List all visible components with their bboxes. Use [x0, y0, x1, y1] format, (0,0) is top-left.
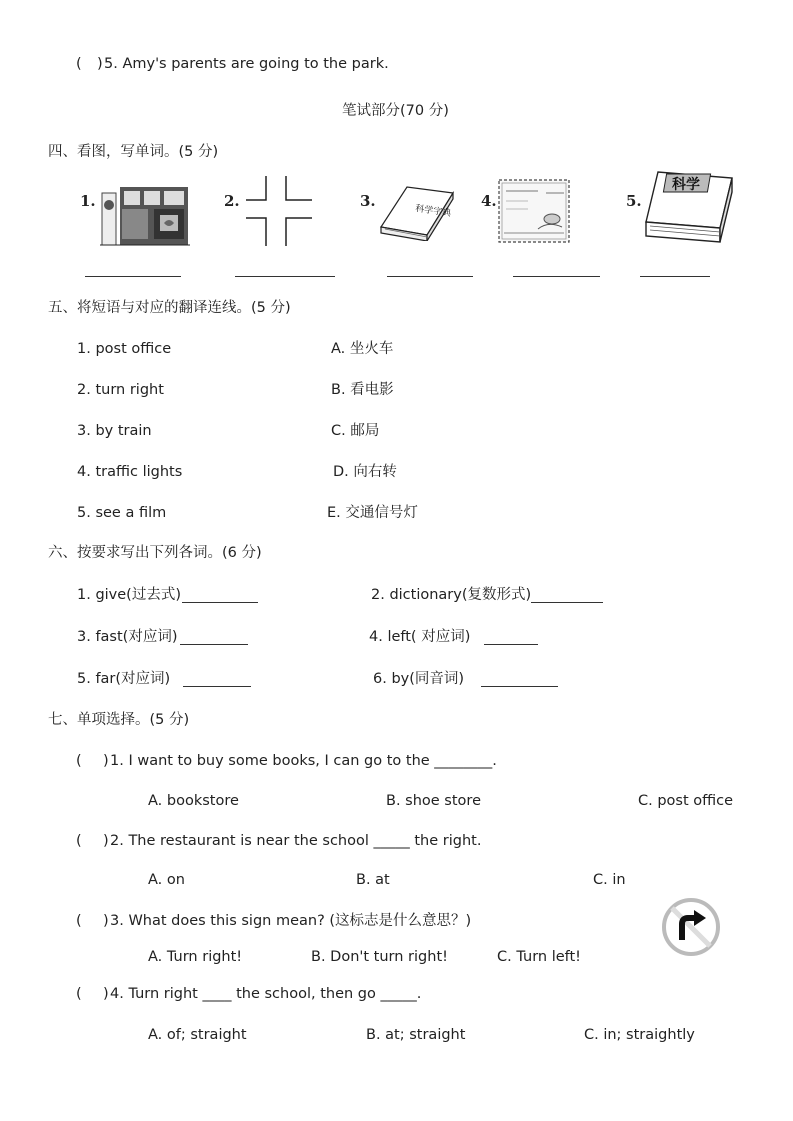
- match-right-e[interactable]: E. 交通信号灯: [327, 505, 418, 521]
- match-right-b[interactable]: B. 看电影: [331, 382, 394, 398]
- word-item-2: 2. dictionary(复数形式): [371, 587, 532, 603]
- picture-answer-line-3[interactable]: [387, 276, 473, 277]
- word-item-6: 6. by(同音词): [373, 671, 465, 687]
- question-2-stem: 2. The restaurant is near the school _____ the right.: [110, 833, 482, 849]
- question-4-option-a[interactable]: A. of; straight: [148, 1027, 247, 1043]
- question-1-paren[interactable]: (: [76, 753, 82, 769]
- question-4-paren[interactable]: (: [76, 986, 82, 1002]
- question-4-close: ): [103, 986, 109, 1002]
- question-3-stem: 3. What does this sign mean? (这标志是什么意思？): [110, 913, 472, 929]
- word-item-1: 1. give(过去式): [77, 587, 181, 603]
- no-right-turn-sign-icon: [662, 898, 720, 956]
- match-right-d[interactable]: D. 向右转: [333, 464, 397, 480]
- section6-title: 六、按要求写出下列各词。(6 分): [48, 545, 262, 561]
- match-left-4[interactable]: 4. traffic lights: [77, 464, 183, 480]
- question-2-option-b[interactable]: B. at: [356, 872, 390, 888]
- word-answer-line-2[interactable]: [531, 602, 603, 603]
- question-3-paren[interactable]: (: [76, 913, 82, 929]
- match-right-c[interactable]: C. 邮局: [331, 423, 380, 439]
- top-item-close-paren: ): [97, 56, 103, 72]
- question-1-option-c[interactable]: C. post office: [638, 793, 734, 809]
- question-2-option-c[interactable]: C. in: [593, 872, 626, 888]
- word-item-5: 5. far(对应词): [77, 671, 171, 687]
- word-answer-line-1[interactable]: [182, 602, 258, 603]
- question-1-option-a[interactable]: A. bookstore: [148, 793, 239, 809]
- picture-answer-line-2[interactable]: [235, 276, 335, 277]
- crossroads-icon: [246, 176, 316, 248]
- question-2-paren[interactable]: (: [76, 833, 82, 849]
- question-3-close: ): [103, 913, 109, 929]
- science-book-text: 科学: [672, 177, 700, 193]
- match-left-5[interactable]: 5. see a film: [77, 505, 167, 521]
- question-1-close: ): [103, 753, 109, 769]
- question-2-option-a[interactable]: A. on: [148, 872, 185, 888]
- question-4-option-b[interactable]: B. at; straight: [366, 1027, 466, 1043]
- word-answer-line-3[interactable]: [180, 644, 248, 645]
- match-left-2[interactable]: 2. turn right: [77, 382, 164, 398]
- picture-label-3: 3.: [360, 192, 376, 210]
- section7-title: 七、单项选择。(5 分): [48, 712, 190, 728]
- picture-label-1: 1.: [80, 192, 96, 210]
- word-item-4: 4. left( 对应词): [369, 629, 471, 645]
- dictionary-book-text: 科学字典: [414, 204, 452, 219]
- question-1-stem: 1. I want to buy some books, I can go to the ________.: [110, 753, 497, 769]
- top-item-paren: (: [76, 56, 82, 72]
- word-answer-line-4[interactable]: [484, 644, 538, 645]
- picture-label-4: 4.: [481, 192, 497, 210]
- question-3-option-b[interactable]: B. Don't turn right!: [311, 949, 448, 965]
- picture-answer-line-1[interactable]: [85, 276, 181, 277]
- question-2-close: ): [103, 833, 109, 849]
- science-book-icon: [642, 166, 736, 244]
- question-3-option-a[interactable]: A. Turn right!: [148, 949, 243, 965]
- picture-label-5: 5.: [626, 192, 642, 210]
- written-part-title: 笔试部分(70 分): [342, 103, 449, 119]
- question-3-option-c[interactable]: C. Turn left!: [497, 949, 581, 965]
- word-item-3: 3. fast(对应词): [77, 629, 178, 645]
- match-right-a[interactable]: A. 坐火车: [331, 341, 394, 357]
- picture-label-2: 2.: [224, 192, 240, 210]
- question-1-option-b[interactable]: B. shoe store: [386, 793, 481, 809]
- dictionary-book-icon: [377, 183, 455, 241]
- match-left-3[interactable]: 3. by train: [77, 423, 152, 439]
- section5-title: 五、将短语与对应的翻译连线。(5 分): [48, 300, 291, 316]
- question-4-stem: 4. Turn right ____ the school, then go _____.: [110, 986, 422, 1002]
- section4-title: 四、看图，写单词。(5 分): [48, 144, 219, 160]
- question-4-option-c[interactable]: C. in; straightly: [584, 1027, 695, 1043]
- top-item-text: 5. Amy's parents are going to the park.: [104, 56, 389, 72]
- word-answer-line-6[interactable]: [481, 686, 558, 687]
- picture-answer-line-5[interactable]: [640, 276, 710, 277]
- postcard-icon: [498, 179, 570, 243]
- picture-answer-line-4[interactable]: [513, 276, 600, 277]
- subway-train-icon: [100, 183, 190, 249]
- match-left-1[interactable]: 1. post office: [77, 341, 172, 357]
- word-answer-line-5[interactable]: [183, 686, 251, 687]
